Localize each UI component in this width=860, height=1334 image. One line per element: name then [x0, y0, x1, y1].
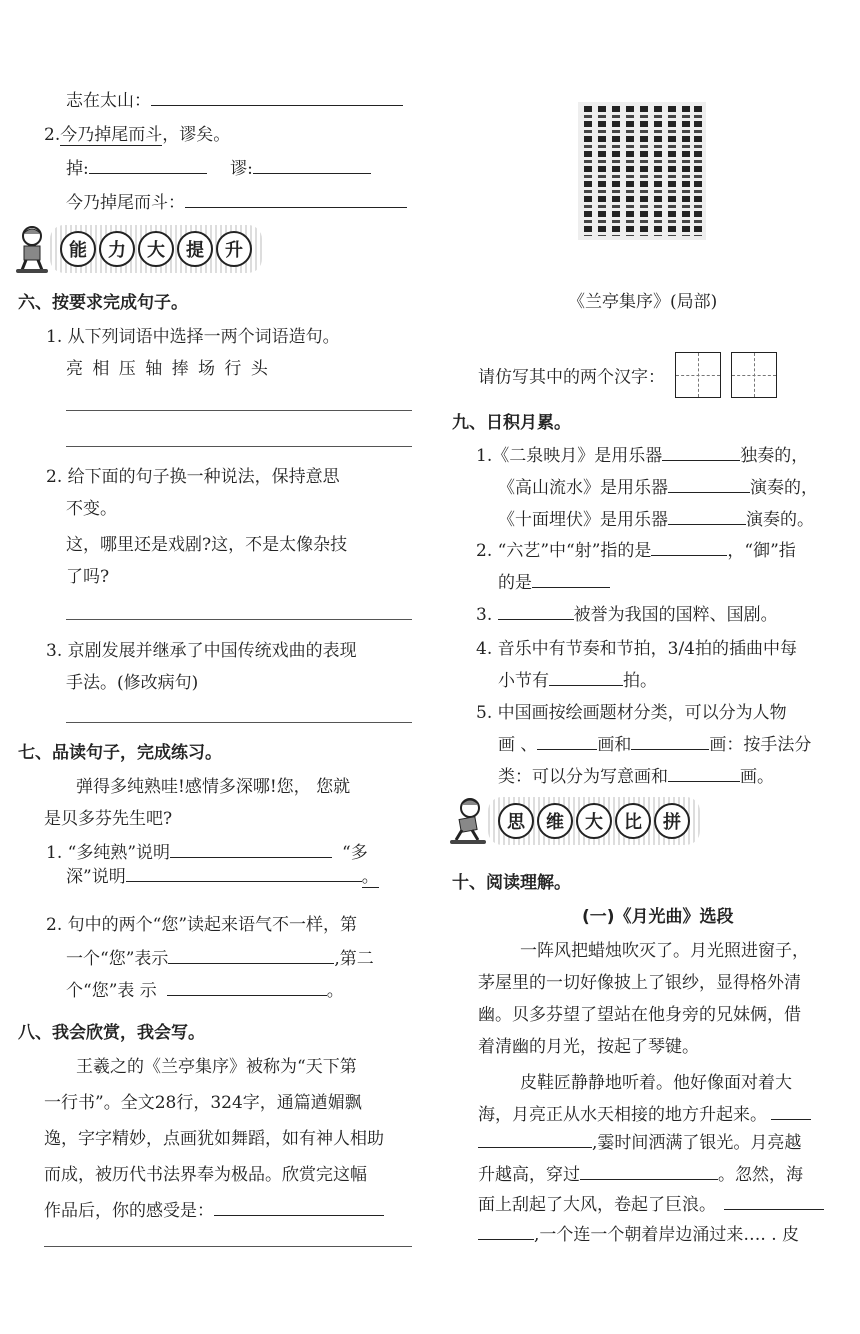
section-7-title: 七、品读句子，完成练习。 [18, 743, 222, 763]
r-p2-line2: 海，月亮正从水天相接的地方升起来。 [478, 1100, 811, 1125]
answer-blank[interactable] [662, 443, 740, 461]
s9-q1-line2: 《高山流水》是用乐器 演奏的， [498, 473, 818, 498]
r-p1-line1: 一阵风把蜡烛吹灭了。月光照进窗子， [520, 941, 809, 961]
s8-para-line5: 作品后，你的感受是： [44, 1196, 384, 1221]
answer-blank[interactable] [549, 668, 623, 686]
calligraphy-caption: 《兰亭集序》(局部) [568, 292, 718, 312]
banner-char: 思 [498, 803, 534, 839]
section-9-title: 九、日积月累。 [452, 413, 571, 433]
s6-q2-sentence1: 这，哪里还是戏剧?这，不是太像杂技 [66, 535, 348, 555]
question-2: 2.今乃掉尾而斗，谬矣。 [44, 125, 231, 145]
answer-line[interactable] [66, 446, 412, 447]
banner-char: 升 [216, 231, 252, 267]
answer-blank[interactable] [498, 602, 574, 620]
s6-q3-line2: 手法。(修改病句) [66, 673, 199, 693]
answer-line[interactable] [44, 1246, 412, 1247]
r-p2-line1: 皮鞋匠静静地听着。他好像面对着大 [520, 1073, 792, 1093]
section-6-title: 六、按要求完成句子。 [18, 293, 188, 313]
writing-grid-box[interactable] [731, 352, 777, 398]
r-p1-line4: 着清幽的月光，按起了琴键。 [478, 1037, 699, 1057]
s7-quote-line2: 是贝多芬先生吧? [44, 809, 173, 829]
s9-q5-line1: 5. 中国画按绘画题材分类，可以分为人物 [476, 703, 787, 723]
kid-icon [14, 224, 50, 274]
banner-char: 提 [177, 231, 213, 267]
answer-blank[interactable] [651, 538, 727, 556]
r-p2-line4: 升越高，穿过 。忽然，海 [478, 1160, 803, 1185]
s9-q2-line2: 的是 [498, 568, 610, 593]
s7-q1-line2: 深”说明 。 [66, 862, 379, 887]
r-p2-line5: 面上刮起了大风，卷起了巨浪。 [478, 1190, 824, 1215]
translate-jinnai: 今乃掉尾而斗： [66, 188, 407, 213]
r-p2-line3: ,霎时间洒满了银光。月亮越 [478, 1128, 801, 1153]
s9-q2-line1: 2. “六艺”中“射”指的是 ，“御”指 [476, 536, 796, 561]
answer-blank[interactable] [253, 156, 371, 174]
s8-para-line4: 而成，被历代书法界奉为极品。欣赏完这幅 [44, 1165, 367, 1185]
s6-q2-line1: 2. 给下面的句子换一种说法，保持意思 [46, 467, 340, 487]
s6-q3-line1: 3. 京剧发展并继承了中国传统戏曲的表现 [46, 641, 357, 661]
answer-blank[interactable] [478, 1222, 534, 1240]
s6-q1: 1. 从下列词语中选择一两个词语造句。 [46, 327, 340, 347]
answer-blank[interactable] [89, 156, 207, 174]
s7-quote-line1: 弹得多纯熟哇!感情多深哪!您， 您就 [76, 777, 351, 797]
answer-blank[interactable] [170, 840, 332, 858]
s7-q2-line2: 一个“您”表示 ,第二 [66, 944, 374, 969]
skateboard-kid-icon [448, 796, 488, 846]
answer-blank[interactable] [668, 764, 740, 782]
s7-q1-line1: 1. “多纯熟”说明 “多 [46, 838, 368, 863]
banner-think [448, 796, 700, 846]
answer-blank[interactable] [151, 88, 403, 106]
answer-line[interactable] [66, 410, 412, 411]
answer-blank[interactable] [532, 570, 610, 588]
r-p2-line6: ,一个连一个朝着岸边涌过来…. . 皮 [478, 1220, 799, 1245]
answer-blank[interactable] [168, 946, 334, 964]
answer-blank[interactable] [580, 1162, 718, 1180]
s6-q2-line2: 不变。 [66, 499, 117, 519]
banner-char: 大 [138, 231, 174, 267]
s9-q1-line1: 1.《二泉映月》是用乐器 独奏的， [476, 441, 808, 466]
imitate-prompt: 请仿写其中的两个汉字： [478, 352, 777, 398]
banner-char: 能 [60, 231, 96, 267]
answer-blank[interactable] [537, 732, 597, 750]
s9-q5-line2: 画 、 画和 画：按手法分 [498, 730, 811, 755]
s8-para-line1: 王羲之的《兰亭集序》被称为“天下第 [76, 1057, 357, 1077]
answer-blank[interactable] [167, 978, 327, 996]
s6-q2-sentence2: 了吗? [66, 567, 110, 587]
s8-para-line2: 一行书”。全文28行，324字，通篇遒媚飘 [44, 1093, 362, 1113]
r-p1-line3: 幽。贝多芬望了望站在他身旁的兄妹俩，借 [478, 1005, 801, 1025]
answer-blank[interactable] [185, 190, 407, 208]
s9-q3: 3. 被誉为我国的国粹、国剧。 [476, 600, 778, 625]
banner-ability [14, 224, 262, 274]
writing-grid-box[interactable] [675, 352, 721, 398]
reading-title: (一)《月光曲》选段 [582, 907, 734, 927]
banner-char: 力 [99, 231, 135, 267]
question-zhizai: 志在太山： [66, 86, 403, 111]
define-diao-miu: 掉: 谬: [66, 154, 371, 179]
answer-blank[interactable] [668, 475, 750, 493]
r-p1-line2: 茅屋里的一切好像披上了银纱，显得格外清 [478, 973, 801, 993]
banner-char: 比 [615, 803, 651, 839]
section-8-title: 八、我会欣赏，我会写。 [18, 1023, 205, 1043]
s8-para-line3: 逸，字字精妙，点画犹如舞蹈，如有神人相助 [44, 1129, 384, 1149]
section-10-title: 十、阅读理解。 [452, 873, 571, 893]
s7-q2-line1: 2. 句中的两个“您”读起来语气不一样，第 [46, 915, 358, 935]
answer-blank[interactable] [478, 1130, 592, 1148]
lanting-calligraphy-image [578, 102, 706, 240]
answer-blank[interactable] [126, 864, 362, 882]
s6-words: 亮 相 压 轴 捧 场 行 头 [66, 359, 270, 379]
answer-blank[interactable] [724, 1192, 824, 1210]
banner-char: 维 [537, 803, 573, 839]
banner-char: 大 [576, 803, 612, 839]
s9-q1-line3: 《十面埋伏》是用乐器 演奏的。 [498, 505, 814, 530]
answer-line[interactable] [66, 722, 412, 723]
s9-q4-line2: 小节有 拍。 [498, 666, 657, 691]
s9-q4-line1: 4. 音乐中有节奏和节拍，3/4拍的插曲中每 [476, 639, 797, 659]
s9-q5-line3: 类：可以分为写意画和 画。 [498, 762, 774, 787]
s7-q2-line3: 个“您”表 示 。 [66, 976, 344, 1001]
answer-line[interactable] [66, 619, 412, 620]
answer-blank[interactable] [214, 1198, 384, 1216]
answer-blank[interactable] [771, 1102, 811, 1120]
answer-blank[interactable] [631, 732, 709, 750]
answer-blank[interactable] [668, 507, 746, 525]
banner-char: 拼 [654, 803, 690, 839]
